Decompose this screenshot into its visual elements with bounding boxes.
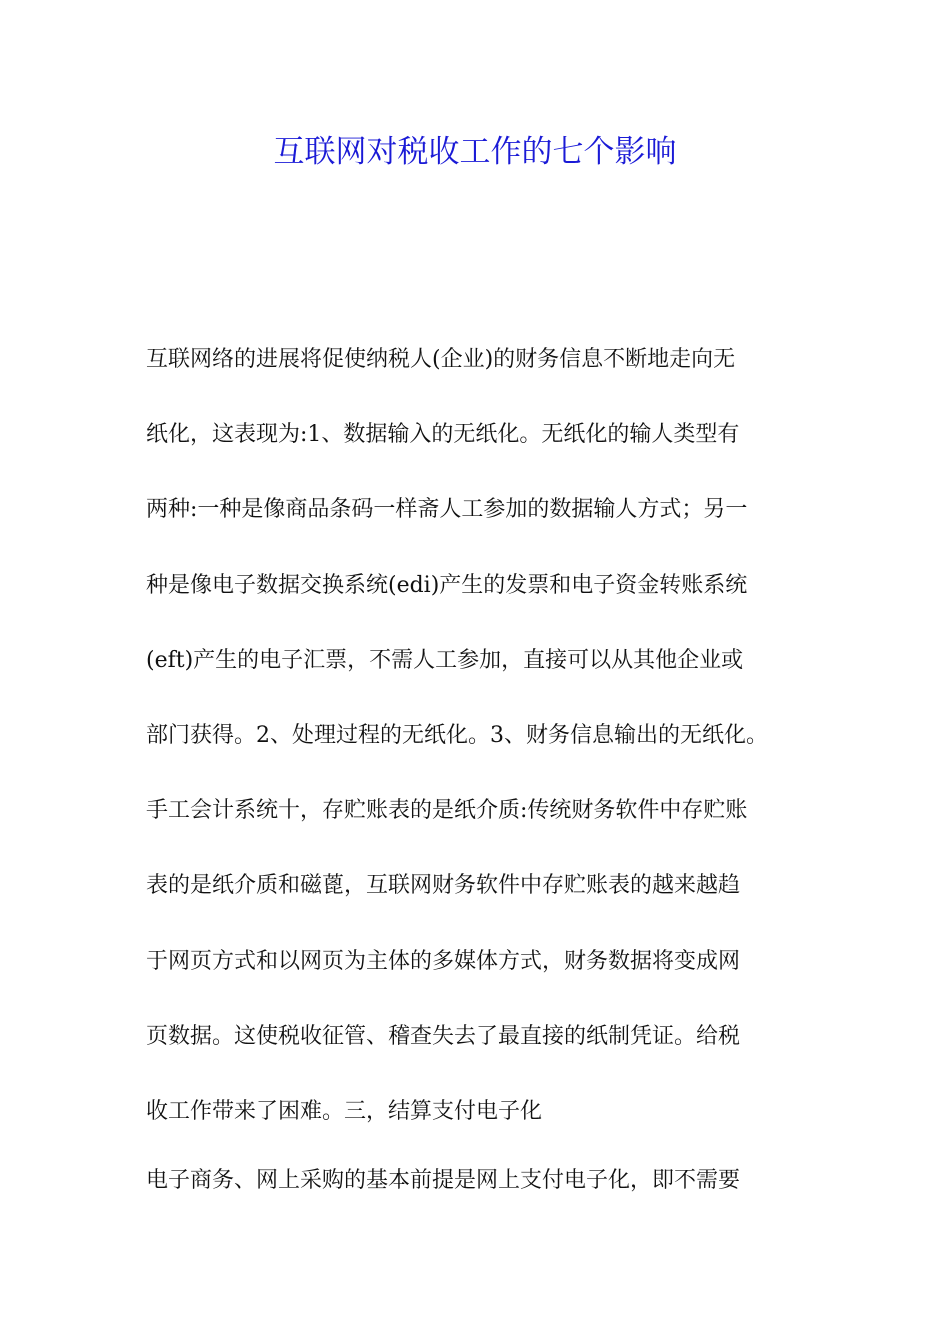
document-title: 互联网对税收工作的七个影响 xyxy=(273,134,677,170)
paragraph-line: 纸化，这表现为:1、数据输入的无纸化。无纸化的输人类型有 xyxy=(146,422,740,448)
paragraph-line: 手工会计系统十，存贮账表的是纸介质:传统财务软件中存贮账 xyxy=(146,798,748,824)
paragraph-line: 种是像电子数据交换系统(edi)产生的发票和电子资金转账系统 xyxy=(146,572,748,598)
paragraph-1 xyxy=(146,345,836,1172)
paragraph-line: (eft)产生的电子汇票，不需人工参加，直接可以从其他企业或 xyxy=(146,647,744,673)
paragraph-line: 两种:一种是像商品条码一样斋人工参加的数据输人方式；另一 xyxy=(146,497,748,523)
paragraph-line: 于网页方式和以网页为主体的多媒体方式，财务数据将变成网 xyxy=(146,948,741,974)
paragraph-line: 表的是纸介质和磁蓖，互联网财务软件中存贮账表的越来越趋 xyxy=(146,873,741,899)
paragraph-line: 页数据。这使税收征管、稽查失去了最直接的纸制凭证。给税 xyxy=(146,1023,741,1049)
paragraph-line: 部门获得。2、处理过程的无纸化。3、财务信息输出的无纸化。 xyxy=(146,722,768,748)
paragraph-line: 互联网络的进展将促使纳税人(企业)的财务信息不断地走向无 xyxy=(146,347,736,372)
paragraph-line: 收工作带来了困难。三，结算支付电子化 xyxy=(146,1098,543,1124)
paragraph-2 xyxy=(146,1166,836,1196)
paragraph-line: 电子商务、网上采购的基本前提是网上支付电子化，即不需要 xyxy=(146,1168,741,1193)
